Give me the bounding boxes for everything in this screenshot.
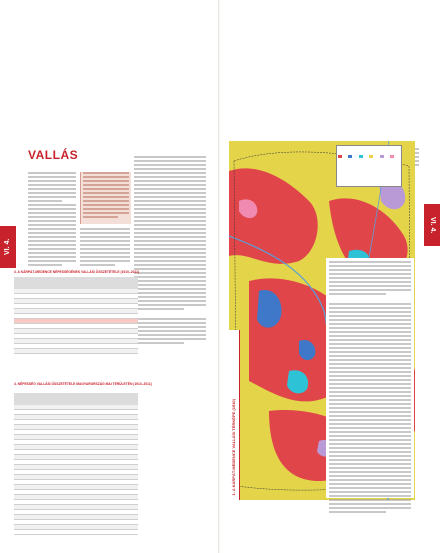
section-heading-1: 3. A KÁRPÁT-MEDENCE NÉPESSÉGÉNEK VALLÁSI ÖSSZETÉTELE (1910–2011) [14, 270, 140, 274]
highlight-text-box [80, 172, 131, 224]
map-title: 1. A KÁRPÁT-MEDENCE VALLÁSI TÉRKÉPE (1910) [231, 399, 236, 496]
map-legend [336, 145, 402, 187]
legend-swatch [390, 155, 394, 158]
legend-swatch [359, 155, 363, 158]
legend-swatch [369, 155, 373, 158]
right-text-panel [326, 258, 414, 498]
body-text-col3 [134, 156, 206, 312]
body-text-col1 [28, 172, 76, 268]
right-panel-text [329, 261, 411, 515]
legend-swatch [338, 155, 342, 158]
religion-table-1 [14, 277, 138, 354]
legend-swatch [348, 155, 352, 158]
section-heading-2: 4. NÉPESSÉG VALLÁSI ÖSSZETÉTELE MAGYARORSZÁG MAI TERÜLETÉN (1910–2011) [14, 382, 152, 386]
body-text-col3b [134, 318, 206, 346]
legend-swatch [380, 155, 384, 158]
chapter-tab-right[interactable]: VI. 4. [424, 204, 440, 246]
chapter-tab-left[interactable]: VI. 4. [0, 226, 16, 268]
body-text-col2 [80, 228, 130, 268]
religion-table-2 [14, 393, 138, 535]
map-title-strip [229, 330, 240, 500]
page-title: VALLÁS [28, 148, 79, 162]
